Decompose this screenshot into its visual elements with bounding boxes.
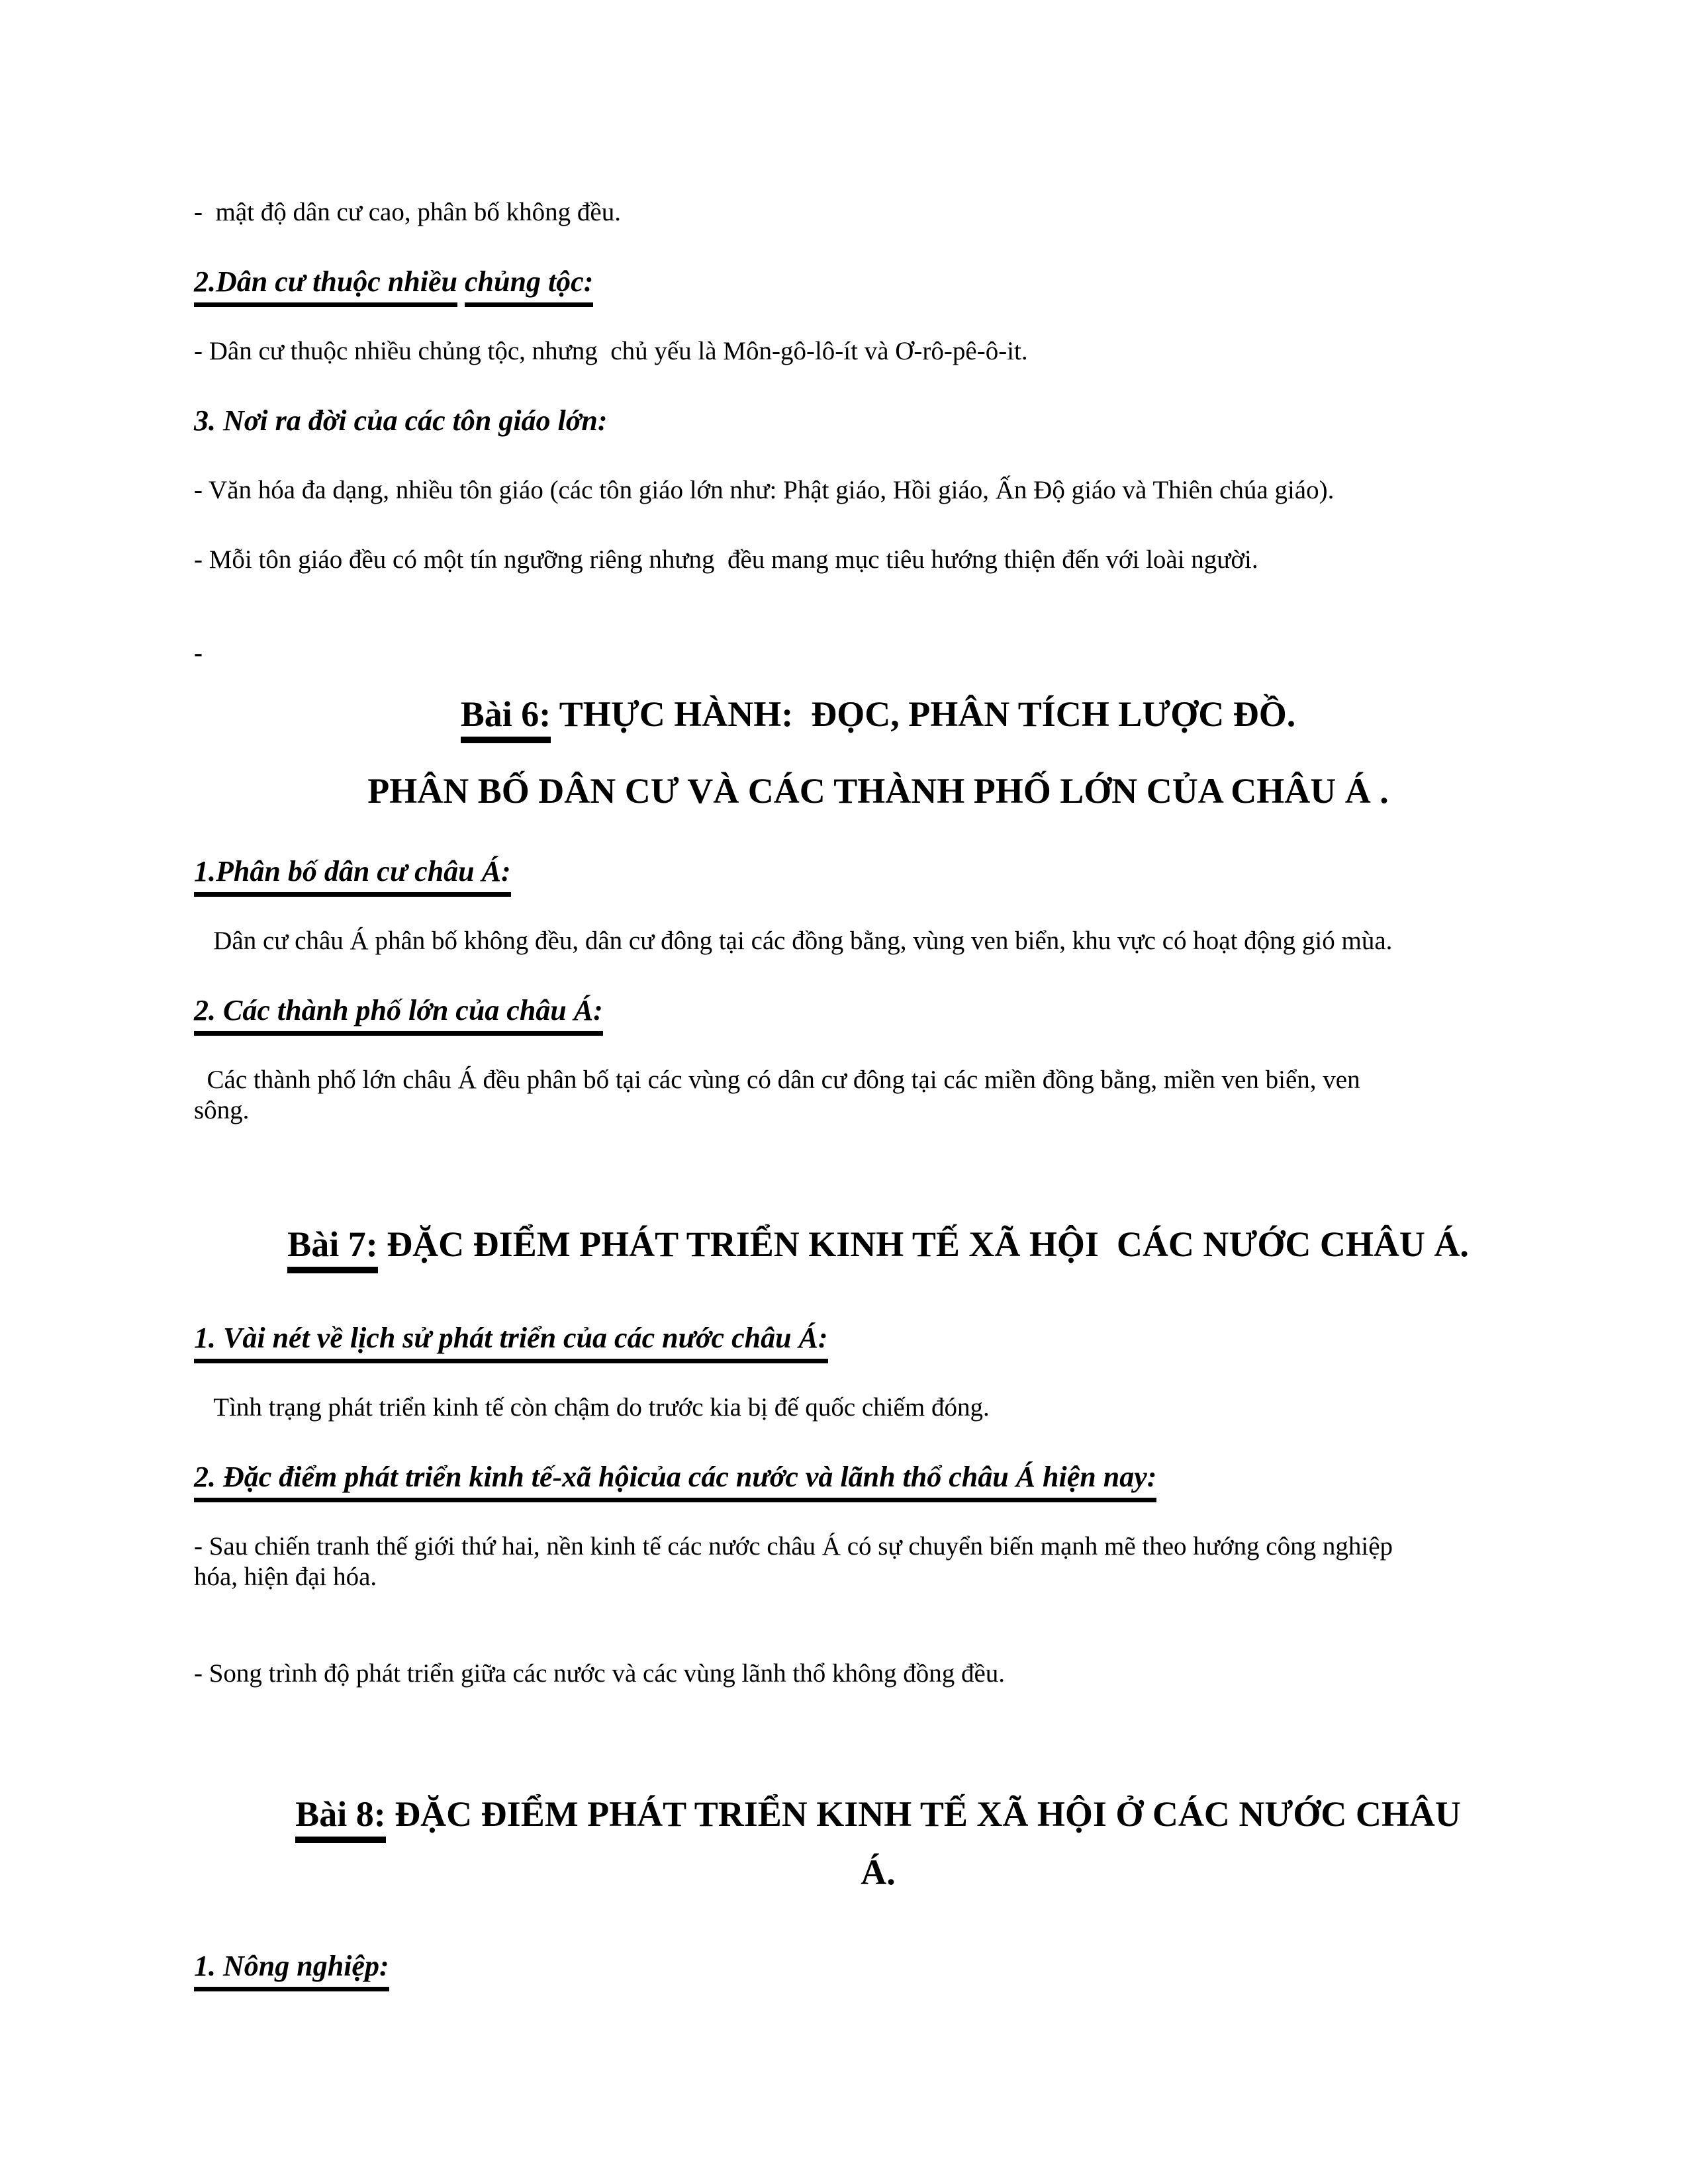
heading-chung-toc-part2: chủng tộc:: [465, 265, 593, 307]
lesson-8-label: Bài 8:: [295, 1794, 386, 1843]
lesson-7-title-text: ĐẶC ĐIỂM PHÁT TRIỂN KINH TẾ XÃ HỘI CÁC NƯỚC CHÂU Á.: [377, 1224, 1469, 1264]
para-sau-chien-tranh-line1: - Sau chiến tranh thế giới thứ hai, nền kinh tế các nước châu Á có sự chuyển biến mạnh mẽ theo hướng công nghiệp: [194, 1532, 1393, 1561]
heading-nong-nghiep: [194, 1951, 1562, 1981]
lesson-6-title-line1: [194, 685, 1562, 743]
lesson-7-label: Bài 7:: [287, 1224, 378, 1273]
heading-dac-diem-kinh-te-text: 2. Đặc điểm phát triển kinh tế-xã hộicủa các nước và lãnh thổ châu Á hiện nay:: [194, 1461, 1156, 1502]
heading-ton-giao: 3. Nơi ra đời của các tôn giáo lớn:: [194, 404, 608, 437]
para-thanh-pho-lon-line1: Các thành phố lớn châu Á đều phân bố tại các vùng có dân cư đông tại các miền đồng bằng, miền ven biển, ven: [194, 1066, 1360, 1094]
heading-phan-bo-dan-cu: [194, 856, 1562, 887]
heading-lich-su: [194, 1323, 1562, 1353]
para-sau-chien-tranh-line2: hóa, hiện đại hóa.: [194, 1563, 377, 1591]
bullet-moi-ton-giao: - Mỗi tôn giáo đều có một tín ngưỡng riêng nhưng đều mang mục tiêu hướng thiện đến với loài người.: [194, 545, 1258, 574]
lesson-6-label: Bài 6:: [461, 694, 551, 743]
para-song-trinh-do: - Song trình độ phát triển giữa các nước và các vùng lãnh thổ không đồng đều.: [194, 1659, 1006, 1688]
lesson-6-title-text: THỰC HÀNH: ĐỌC, PHÂN TÍCH LƯỢC ĐỒ.: [551, 694, 1296, 734]
lesson-8-title-line2: Á.: [861, 1852, 896, 1892]
heading-lich-su-text: 1. Vài nét về lịch sử phát triển của các nước châu Á:: [194, 1322, 828, 1363]
stray-dash: -: [194, 639, 203, 667]
para-phan-bo-dan-cu: Dân cư châu Á phân bố không đều, dân cư đông tại các đồng bằng, vùng ven biển, khu vực có hoạt động gió mùa.: [194, 927, 1393, 955]
para-sau-chien-tranh: [194, 1531, 1562, 1592]
lesson-6-title-line2: PHÂN BỐ DÂN CƯ VÀ CÁC THÀNH PHỐ LỚN CỦA CHÂU Á .: [367, 771, 1389, 811]
heading-chung-toc: [194, 267, 1562, 297]
lesson-7-title: [194, 1215, 1562, 1273]
para-thanh-pho-lon: [194, 1065, 1562, 1126]
heading-nong-nghiep-text: 1. Nông nghiệp:: [194, 1950, 389, 1991]
heading-thanh-pho-lon: [194, 995, 1562, 1026]
bullet-chung-toc-detail: - Dân cư thuộc nhiều chủng tộc, nhưng chủ yếu là Môn-gô-lô-ít và Ơ-rô-pê-ô-it.: [194, 337, 1028, 365]
lesson-8-title: [194, 1785, 1562, 1901]
heading-thanh-pho-lon-text: 2. Các thành phố lớn của châu Á:: [194, 994, 603, 1036]
lesson-8-title-text: ĐẶC ĐIỂM PHÁT TRIỂN KINH TẾ XÃ HỘI Ở CÁC NƯỚC CHÂU: [385, 1794, 1461, 1834]
para-thanh-pho-lon-line2: sông.: [194, 1096, 250, 1124]
heading-phan-bo-dan-cu-text: 1.Phân bố dân cư châu Á:: [194, 855, 511, 897]
heading-dac-diem-kinh-te: [194, 1462, 1562, 1492]
bullet-population-density: - mật độ dân cư cao, phân bố không đều.: [194, 198, 621, 226]
bullet-van-hoa: - Văn hóa đa dạng, nhiều tôn giáo (các tôn giáo lớn như: Phật giáo, Hồi giáo, Ấn Độ giáo và Thiên chúa giáo).: [194, 476, 1335, 504]
heading-chung-toc-part1: 2.Dân cư thuộc nhiều: [194, 265, 457, 307]
para-lich-su: Tình trạng phát triển kinh tế còn chậm do trước kia bị đế quốc chiếm đóng.: [194, 1393, 990, 1422]
